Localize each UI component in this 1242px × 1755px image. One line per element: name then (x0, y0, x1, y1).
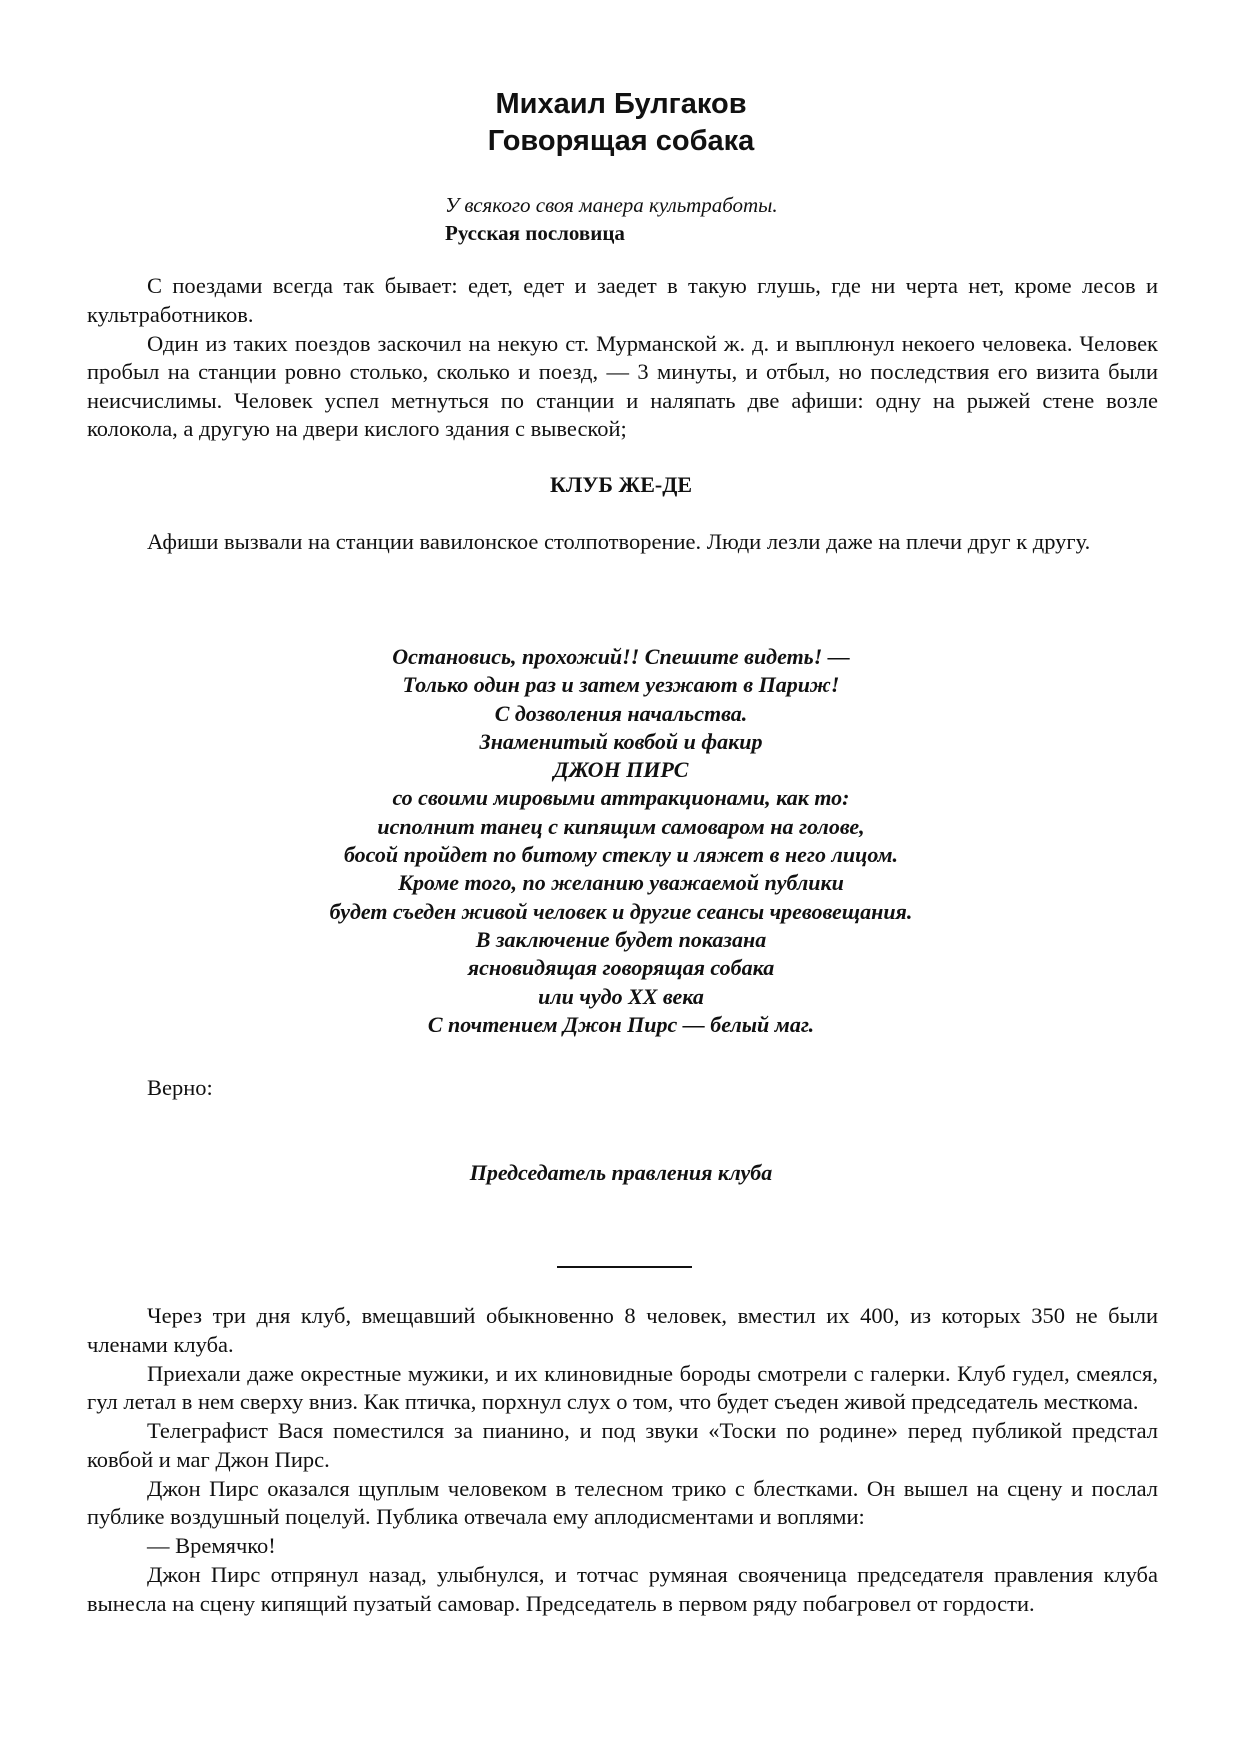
poster-line: Кроме того, по желанию уважаемой публики (398, 870, 844, 896)
story-title: Говорящая собака (487, 125, 755, 157)
section-2 (87, 528, 1158, 557)
poster-line: ясновидящая говорящая собака (467, 955, 775, 981)
poster-text (0, 643, 1242, 1039)
verno-label: Верно: (147, 1075, 213, 1100)
poster-line: ДЖОН ПИРС (553, 757, 689, 783)
author-name: Михаил Булгаков (495, 88, 747, 120)
paragraph: Телеграфист Вася поместился за пианино, и под звуки «Тоски по родине» перед публикой предстал ковбой и маг Джон Пирс. (87, 1418, 1158, 1472)
poster-line: босой пройдет по битому стеклу и ляжет в него лицом. (343, 842, 899, 868)
poster-line: С дозволения начальства. (494, 700, 748, 726)
section-1 (87, 272, 1158, 444)
epigraph (445, 191, 1145, 247)
poster-line: Только один раз и затем уезжают в Париж! (402, 672, 840, 698)
section-3 (87, 1302, 1158, 1619)
section-divider (557, 1266, 692, 1268)
paragraph: Джон Пирс отпрянул назад, улыбнулся, и тотчас румяная свояченица председателя правления клуба вынесла на сцену кипящий пузатый самовар. Председатель в первом ряду побагровел от гордости. (87, 1562, 1158, 1616)
poster-line: Остановись, прохожий!! Спешите видеть! — (392, 644, 850, 669)
poster-line: С почтением Джон Пирс — белый маг. (427, 1011, 815, 1037)
paragraph: Один из таких поездов заскочил на некую ст. Мурманской ж. д. и выплюнул некоего человека. Человек пробыл на станции ровно столько, сколько и поезд, — 3 минуты, и отбыл, но последствия его визита были неисчислимы. Человек успел метнуться по станции и наляпать две афиши: одну на рыжей стене возле колокола, а другую на двери кислого здания с вывеской; (87, 330, 1158, 441)
paragraph: Через три дня клуб, вмещавший обыкновенно 8 человек, вместил их 400, из которых 350 не были членами клуба. (87, 1303, 1158, 1357)
poster-line: В заключение будет показана (475, 926, 767, 952)
poster-line: исполнит танец с кипящим самоваром на голове, (377, 813, 865, 839)
poster-line: будет съеден живой человек и другие сеансы чревовещания. (329, 898, 913, 924)
epigraph-source: Русская пословица (445, 221, 625, 245)
epigraph-quote: У всякого своя манера культработы. (445, 193, 778, 217)
paragraph: Джон Пирс оказался щуплым человеком в телесном трико с блестками. Он вышел на сцену и послал публике воздушный поцелуй. Публика отвечала ему аплодисментами и воплями: (87, 1475, 1158, 1529)
paragraph: С поездами всегда так бывает: едет, едет и заедет в такую глушь, где ни черта нет, кроме лесов и культработников. (87, 273, 1158, 327)
poster-line: со своими мировыми аттракционами, как то: (392, 785, 850, 811)
poster-line: или чудо XX века (538, 983, 704, 1009)
paragraph: — Времячко! (147, 1533, 276, 1558)
paragraph: Афиши вызвали на станции вавилонское столпотворение. Люди лезли даже на плечи друг к другу. (147, 529, 1091, 554)
paragraph: Приехали даже окрестные мужики, и их клиновидные бороды смотрели с галерки. Клуб гудел, смеялся, гул летал в нем сверху вниз. Как птичка, порхнул слух о том, что будет съеден живой председатель месткома. (87, 1360, 1158, 1414)
chairman-signature: Председатель правления клуба (469, 1160, 773, 1185)
poster-line: Знаменитый ковбой и факир (479, 728, 763, 754)
club-sign: КЛУБ ЖЕ-ДЕ (549, 472, 693, 497)
